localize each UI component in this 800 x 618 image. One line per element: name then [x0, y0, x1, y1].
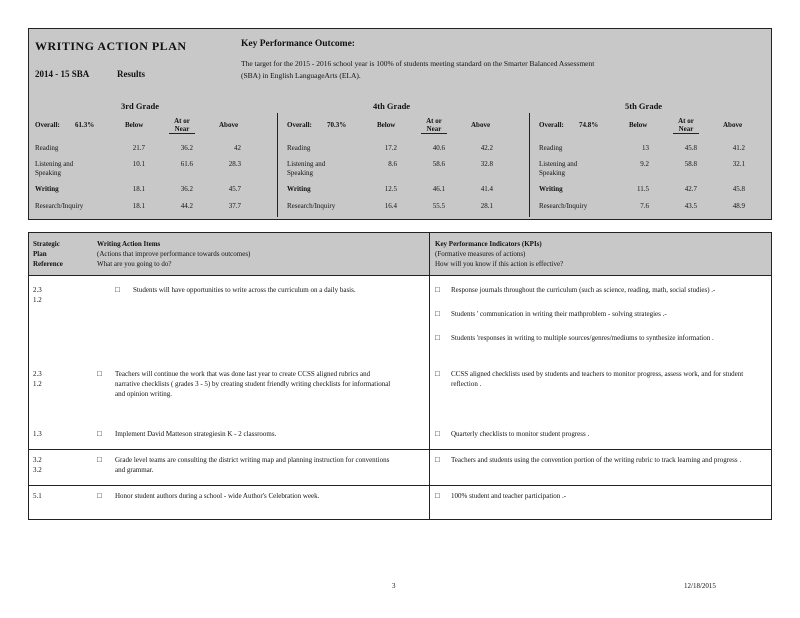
metric-label: Writing: [287, 185, 311, 193]
col-action-sub1: (Actions that improve performance towards outcomes): [97, 250, 251, 258]
grade-title: 4th Grade: [373, 101, 411, 111]
col-kpi-sub2: How will you know if this action is effective?: [435, 260, 564, 268]
value-near: 42.7: [684, 185, 697, 193]
col-above-header: Above: [723, 121, 743, 129]
value-near: 55.5: [432, 202, 445, 210]
footer-date: 12/18/2015: [684, 582, 716, 590]
value-below: 21.7: [132, 144, 145, 152]
kpo-text-line2: (SBA) in English LanguageArts (ELA).: [241, 71, 361, 80]
value-above: 45.7: [228, 185, 241, 193]
reference-number: 1.2: [33, 380, 42, 388]
metric-label: Listening and Speaking: [35, 160, 74, 177]
square-bullet-icon: □: [97, 455, 102, 464]
value-near: 58.6: [432, 160, 445, 168]
plan-reference: [33, 369, 42, 389]
col-below-header: Below: [629, 121, 648, 129]
square-bullet-icon: □: [435, 491, 440, 500]
kpo-text-line1: The target for the 2015 - 2016 school year is 100% of students meeting standard on the Smarter Balanced Assessment: [241, 59, 595, 68]
value-below: 18.1: [132, 185, 145, 193]
col-action-title: Writing Action Items: [97, 240, 161, 248]
grade-divider: [277, 113, 278, 217]
grade-title: 3rd Grade: [121, 101, 160, 111]
value-below: 9.2: [640, 160, 649, 168]
value-below: 10.1: [132, 160, 145, 168]
grade-divider: [529, 113, 530, 217]
reference-number: 1.2: [33, 296, 42, 304]
col-kpi-sub1: (Formative measures of actions): [435, 250, 526, 258]
value-below: 18.1: [132, 202, 145, 210]
value-near: 36.2: [180, 185, 193, 193]
value-near: 44.2: [180, 202, 193, 210]
overall-value: 70.3%: [327, 121, 347, 129]
value-near: 40.6: [432, 144, 445, 152]
col-near-header: At or Near: [673, 117, 699, 134]
col-kpi-title: Key Performance Indicators (KPIs): [435, 240, 542, 248]
metric-label: Reading: [287, 144, 311, 152]
value-near: 45.8: [684, 144, 697, 152]
col-near-header: At or Near: [421, 117, 447, 134]
metric-label: Reading: [539, 144, 563, 152]
col-ref-header-line: Plan: [33, 250, 47, 258]
kpi-item: 100% student and teacher participation .-: [451, 492, 567, 500]
square-bullet-icon: □: [435, 333, 440, 342]
action-item: Honor student authors during a school - wide Author's Celebration week.: [115, 492, 320, 500]
action-item: Grade level teams are consulting the district writing map and planning instruction for conventions and grammar.: [115, 456, 390, 474]
metric-label: Research/Inquiry: [539, 202, 588, 210]
action-plan-table: [28, 232, 772, 520]
kpi-item: CCSS aligned checklists used by students and teachers to monitor progress, assess work, and for student reflection .: [451, 370, 744, 388]
metric-label: Reading: [35, 144, 59, 152]
value-above: 28.3: [228, 160, 241, 168]
value-above: 28.1: [480, 202, 493, 210]
grade-section: [537, 101, 773, 243]
value-near: 36.2: [180, 144, 193, 152]
value-above: 32.1: [732, 160, 745, 168]
kpi-item: Teachers and students using the convention portion of the writing rubric to track learning and progress .: [451, 456, 742, 464]
col-kpi-header: [435, 239, 765, 269]
value-near: 46.1: [432, 185, 445, 193]
reference-number: 3.2: [33, 456, 42, 464]
overall-label: Overall:: [539, 121, 564, 129]
reference-number: 1.3: [33, 430, 42, 438]
square-bullet-icon: □: [435, 309, 440, 318]
value-above: 42.2: [480, 144, 493, 152]
results-label: Results: [117, 69, 146, 79]
square-bullet-icon: □: [435, 285, 440, 294]
plan-reference: [33, 285, 42, 305]
metric-label: Research/Inquiry: [287, 202, 336, 210]
reference-number: 2.3: [33, 370, 42, 378]
square-bullet-icon: □: [435, 429, 440, 438]
overall-label: Overall:: [287, 121, 312, 129]
action-item: Teachers will continue the work that was done last year to create CCSS aligned rubrics and narrative checklists ( grades 3 - 5) by creating student friendly writing checklists for informational and opinion writing.: [115, 370, 391, 398]
value-above: 41.2: [732, 144, 745, 152]
value-below: 7.6: [640, 202, 649, 210]
square-bullet-icon: □: [97, 429, 102, 438]
value-below: 8.6: [388, 160, 397, 168]
col-ref-header-line: Reference: [33, 260, 63, 268]
square-bullet-icon: □: [97, 491, 102, 500]
metric-label: Listening and Speaking: [539, 160, 578, 177]
page-number: 3: [392, 582, 396, 590]
sba-label: 2014 - 15 SBA: [35, 69, 90, 79]
metric-label: Writing: [539, 185, 563, 193]
metric-label: Writing: [35, 185, 59, 193]
plan-reference: [33, 491, 42, 501]
overall-value: 74.8%: [579, 121, 599, 129]
kpi-item: Students ' communication in writing their mathproblem - solving strategies .-: [451, 310, 667, 318]
col-above-header: Above: [219, 121, 239, 129]
col-near-header: At or Near: [169, 117, 195, 134]
value-near: 58.8: [684, 160, 697, 168]
row-divider: [29, 449, 771, 450]
grade-section: [285, 101, 521, 243]
value-below: 12.5: [384, 185, 397, 193]
plan-title: WRITING ACTION PLAN: [35, 39, 187, 53]
square-bullet-icon: □: [97, 369, 102, 378]
col-above-header: Above: [471, 121, 491, 129]
value-above: 32.8: [480, 160, 493, 168]
value-above: 42: [234, 144, 241, 152]
value-above: 48.9: [732, 202, 745, 210]
value-near: 43.5: [684, 202, 697, 210]
reference-number: 5.1: [33, 492, 42, 500]
plan-reference: [33, 429, 42, 439]
header-divider: [29, 275, 771, 276]
col-below-header: Below: [125, 121, 144, 129]
square-bullet-icon: □: [435, 369, 440, 378]
value-above: 41.4: [480, 185, 493, 193]
kpi-item: Response journals throughout the curriculum (such as science, reading, math, social studies) .-: [451, 286, 716, 294]
col-action-header: [97, 239, 417, 269]
col-action-sub2: What are you going to do?: [97, 260, 172, 268]
value-below: 11.5: [637, 185, 649, 193]
reference-number: 2.3: [33, 286, 42, 294]
kpi-item: Students 'responses in writing to multiple sources/genres/mediums to synthesize information .: [451, 334, 714, 342]
metric-label: Listening and Speaking: [287, 160, 326, 177]
action-item: Students will have opportunities to write across the curriculum on a daily basis.: [133, 286, 356, 294]
kpi-item: Quarterly checklists to monitor student progress .: [451, 430, 590, 438]
kpo-label: Key Performance Outcome:: [241, 39, 355, 49]
value-above: 37.7: [228, 202, 241, 210]
reference-number: 3.2: [33, 466, 42, 474]
row-divider: [29, 485, 771, 486]
col-ref-header: [33, 239, 63, 269]
value-below: 17.2: [384, 144, 397, 152]
value-below: 16.4: [384, 202, 397, 210]
col-below-header: Below: [377, 121, 396, 129]
metric-label: Research/Inquiry: [35, 202, 84, 210]
grade-title: 5th Grade: [625, 101, 663, 111]
overall-label: Overall:: [35, 121, 60, 129]
value-near: 61.6: [180, 160, 193, 168]
overall-value: 61.3%: [75, 121, 95, 129]
sba-results-box: [28, 28, 772, 220]
value-above: 45.8: [732, 185, 745, 193]
value-below: 13: [642, 144, 649, 152]
plan-reference: [33, 455, 42, 475]
square-bullet-icon: □: [435, 455, 440, 464]
col-ref-header-line: Strategic: [33, 240, 60, 248]
square-bullet-icon: □: [115, 285, 120, 294]
action-item: Implement David Matteson strategiesin K - 2 classrooms.: [115, 430, 277, 438]
grade-section: [33, 101, 269, 243]
